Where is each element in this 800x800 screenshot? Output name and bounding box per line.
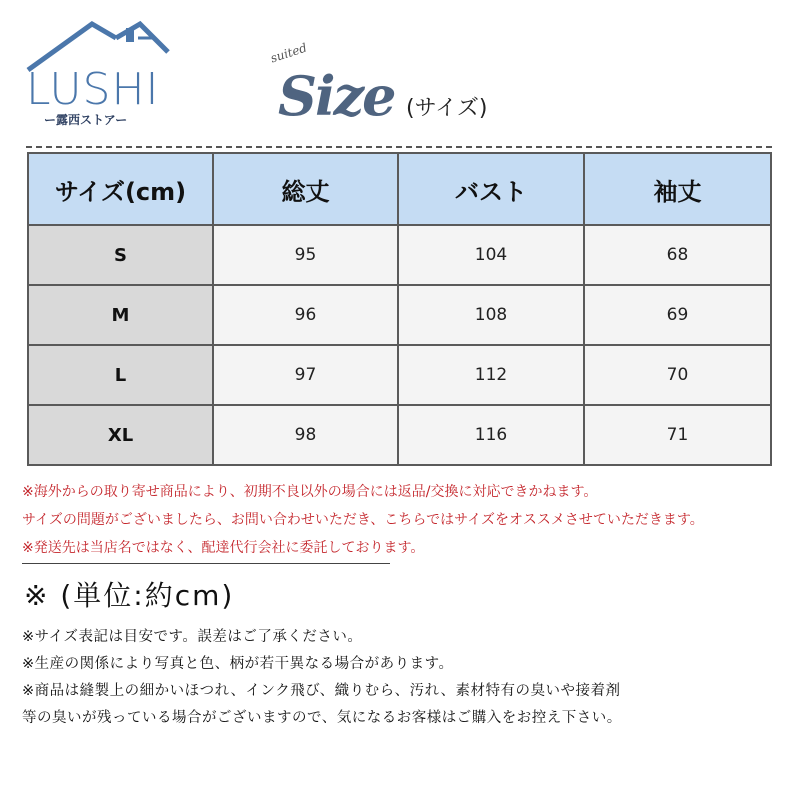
- sleeve-value: 71: [584, 405, 771, 465]
- note-line: 等の臭いが残っている場合がございますので、気になるお客様はご購入をお控え下さい。: [22, 710, 622, 726]
- length-value: 95: [213, 225, 398, 285]
- bust-value: 108: [398, 285, 584, 345]
- header-length: 総丈: [213, 153, 398, 225]
- note-line: ※サイズ表記は目安です。誤差はご了承ください。: [22, 629, 363, 645]
- unit-title: ※ (単位:約cm): [24, 579, 235, 612]
- note-line: ※商品は縫製上の細かいほつれ、インク飛び、織りむら、汚れ、素材特有の臭いや接着剤: [22, 683, 621, 699]
- red-note: ※海外からの取り寄せ商品により、初期不良以外の場合には返品/交換に対応できかねます。: [22, 484, 598, 500]
- section-divider: [22, 563, 390, 564]
- sleeve-value: 68: [584, 225, 771, 285]
- logo-text: LUSHI: [26, 64, 160, 115]
- table-row: [28, 405, 771, 465]
- store-logo: [22, 18, 172, 128]
- size-title-jp: (サイズ): [406, 96, 488, 121]
- dashed-divider: [26, 146, 772, 148]
- red-note: サイズの問題がございましたら、お問い合わせいただき、こちらではサイズをオススメさせていただきます。: [22, 512, 704, 528]
- size-label: L: [28, 345, 213, 405]
- size-title: Size: [278, 64, 395, 128]
- length-value: 98: [213, 405, 398, 465]
- table-header-row: [28, 153, 771, 225]
- table-row: [28, 285, 771, 345]
- note-line: ※生産の関係により写真と色、柄が若干異なる場合があります。: [22, 656, 454, 672]
- red-note: ※発送先は当店名ではなく、配達代行会社に委託しております。: [22, 540, 425, 556]
- bust-value: 112: [398, 345, 584, 405]
- size-table: [27, 152, 772, 466]
- size-label: M: [28, 285, 213, 345]
- length-value: 97: [213, 345, 398, 405]
- table-row: [28, 225, 771, 285]
- sleeve-value: 69: [584, 285, 771, 345]
- sleeve-value: 70: [584, 345, 771, 405]
- header-size: サイズ(cm): [28, 153, 213, 225]
- header-sleeve: 袖丈: [584, 153, 771, 225]
- bust-value: 104: [398, 225, 584, 285]
- size-label: XL: [28, 405, 213, 465]
- size-label: S: [28, 225, 213, 285]
- red-notes: [22, 478, 792, 562]
- length-value: 96: [213, 285, 398, 345]
- bust-value: 116: [398, 405, 584, 465]
- table-row: [28, 345, 771, 405]
- header-bust: バスト: [398, 153, 584, 225]
- suited-script: suited: [268, 40, 309, 66]
- size-heading: [258, 40, 558, 134]
- logo-subtitle: ー露西ストアー: [44, 113, 128, 127]
- bottom-notes: [22, 624, 792, 732]
